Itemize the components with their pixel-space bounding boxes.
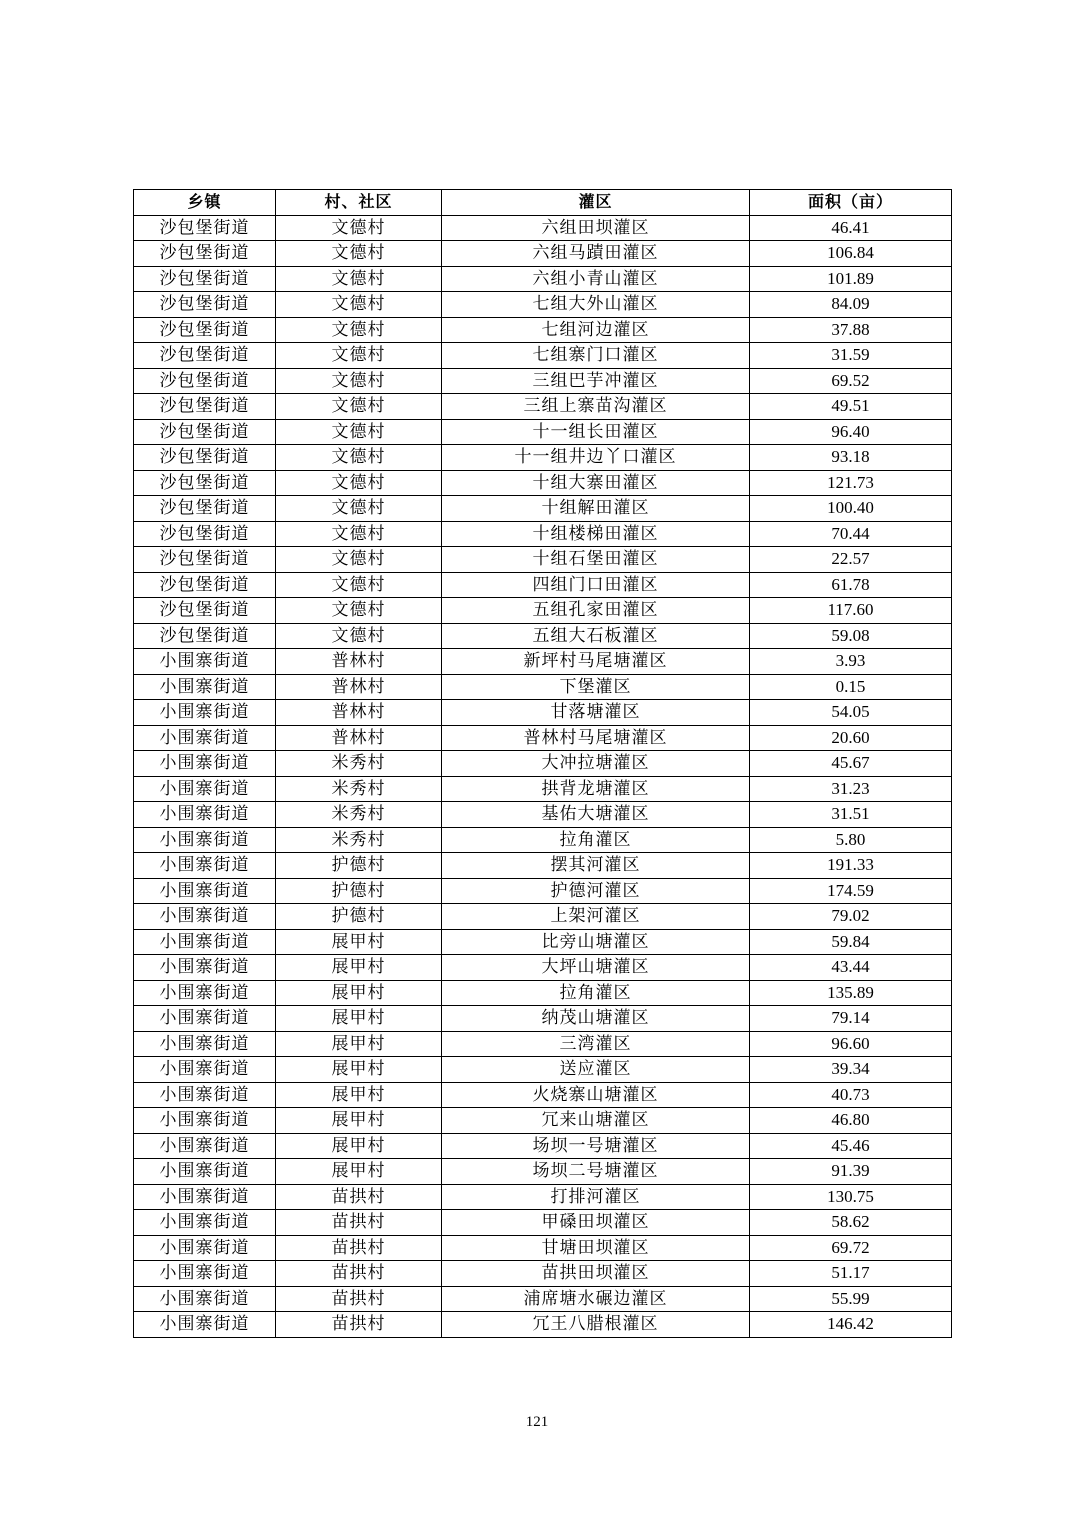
cell-irrigation-area: 纳茂山塘灌区: [442, 1006, 750, 1032]
cell-area-mu: 117.60: [750, 598, 952, 624]
cell-village: 苗拱村: [276, 1261, 442, 1287]
cell-village: 展甲村: [276, 955, 442, 981]
table-row: [134, 292, 952, 318]
cell-village: 展甲村: [276, 929, 442, 955]
cell-village: 文德村: [276, 547, 442, 573]
cell-township: 小围寨街道: [134, 1133, 276, 1159]
table-row: [134, 776, 952, 802]
cell-village: 护德村: [276, 853, 442, 879]
cell-village: 普林村: [276, 725, 442, 751]
cell-area-mu: 174.59: [750, 878, 952, 904]
cell-irrigation-area: 六组田坝灌区: [442, 215, 750, 241]
cell-village: 展甲村: [276, 1159, 442, 1185]
cell-village: 米秀村: [276, 751, 442, 777]
table-row: [134, 1108, 952, 1134]
cell-village: 文德村: [276, 215, 442, 241]
cell-area-mu: 191.33: [750, 853, 952, 879]
table-row: [134, 445, 952, 471]
cell-area-mu: 49.51: [750, 394, 952, 420]
table-row: [134, 547, 952, 573]
cell-area-mu: 51.17: [750, 1261, 952, 1287]
cell-area-mu: 70.44: [750, 521, 952, 547]
cell-township: 小围寨街道: [134, 1108, 276, 1134]
table-body: [134, 215, 952, 1337]
cell-area-mu: 58.62: [750, 1210, 952, 1236]
cell-village: 文德村: [276, 572, 442, 598]
cell-village: 护德村: [276, 904, 442, 930]
cell-township: 小围寨街道: [134, 649, 276, 675]
cell-irrigation-area: 摆其河灌区: [442, 853, 750, 879]
cell-area-mu: 96.40: [750, 419, 952, 445]
cell-area-mu: 22.57: [750, 547, 952, 573]
cell-village: 文德村: [276, 598, 442, 624]
cell-area-mu: 96.60: [750, 1031, 952, 1057]
cell-village: 苗拱村: [276, 1235, 442, 1261]
cell-area-mu: 135.89: [750, 980, 952, 1006]
cell-township: 沙包堡街道: [134, 598, 276, 624]
table-row: [134, 1006, 952, 1032]
cell-village: 米秀村: [276, 802, 442, 828]
cell-village: 米秀村: [276, 776, 442, 802]
cell-irrigation-area: 甘落塘灌区: [442, 700, 750, 726]
cell-area-mu: 146.42: [750, 1312, 952, 1338]
cell-area-mu: 54.05: [750, 700, 952, 726]
cell-area-mu: 55.99: [750, 1286, 952, 1312]
cell-irrigation-area: 六组马蹟田灌区: [442, 241, 750, 267]
cell-township: 小围寨街道: [134, 802, 276, 828]
cell-area-mu: 46.80: [750, 1108, 952, 1134]
cell-area-mu: 31.51: [750, 802, 952, 828]
table-row: [134, 1261, 952, 1287]
header-township: 乡镇: [134, 190, 276, 216]
cell-township: 小围寨街道: [134, 955, 276, 981]
table-row: [134, 1133, 952, 1159]
cell-area-mu: 84.09: [750, 292, 952, 318]
cell-area-mu: 59.84: [750, 929, 952, 955]
table-row: [134, 751, 952, 777]
cell-area-mu: 61.78: [750, 572, 952, 598]
cell-township: 小围寨街道: [134, 700, 276, 726]
cell-township: 小围寨街道: [134, 1261, 276, 1287]
table-row: [134, 470, 952, 496]
cell-area-mu: 3.93: [750, 649, 952, 675]
cell-township: 沙包堡街道: [134, 547, 276, 573]
table-row: [134, 241, 952, 267]
cell-area-mu: 45.46: [750, 1133, 952, 1159]
cell-irrigation-area: 场坝一号塘灌区: [442, 1133, 750, 1159]
table-row: [134, 1057, 952, 1083]
cell-township: 小围寨街道: [134, 1312, 276, 1338]
cell-irrigation-area: 七组寨门口灌区: [442, 343, 750, 369]
cell-village: 展甲村: [276, 1108, 442, 1134]
table-row: [134, 700, 952, 726]
cell-irrigation-area: 普林村马尾塘灌区: [442, 725, 750, 751]
cell-area-mu: 45.67: [750, 751, 952, 777]
cell-irrigation-area: 拉角灌区: [442, 980, 750, 1006]
cell-irrigation-area: 三湾灌区: [442, 1031, 750, 1057]
cell-area-mu: 5.80: [750, 827, 952, 853]
cell-township: 沙包堡街道: [134, 470, 276, 496]
cell-irrigation-area: 三组上寨苗沟灌区: [442, 394, 750, 420]
cell-area-mu: 40.73: [750, 1082, 952, 1108]
cell-village: 苗拱村: [276, 1184, 442, 1210]
cell-area-mu: 46.41: [750, 215, 952, 241]
cell-irrigation-area: 十组解田灌区: [442, 496, 750, 522]
cell-village: 文德村: [276, 623, 442, 649]
cell-village: 文德村: [276, 496, 442, 522]
cell-irrigation-area: 冗来山塘灌区: [442, 1108, 750, 1134]
cell-irrigation-area: 拉角灌区: [442, 827, 750, 853]
header-area-mu: 面积（亩）: [750, 190, 952, 216]
table-row: [134, 1210, 952, 1236]
table-row: [134, 674, 952, 700]
cell-irrigation-area: 基佑大塘灌区: [442, 802, 750, 828]
header-irrigation-area: 灌区: [442, 190, 750, 216]
cell-area-mu: 79.02: [750, 904, 952, 930]
table-row: [134, 343, 952, 369]
cell-irrigation-area: 火烧寨山塘灌区: [442, 1082, 750, 1108]
table-row: [134, 215, 952, 241]
page-number: 121: [525, 1414, 549, 1430]
table-row: [134, 802, 952, 828]
table-row: [134, 419, 952, 445]
cell-township: 沙包堡街道: [134, 292, 276, 318]
cell-village: 苗拱村: [276, 1312, 442, 1338]
cell-irrigation-area: 场坝二号塘灌区: [442, 1159, 750, 1185]
cell-township: 小围寨街道: [134, 751, 276, 777]
cell-village: 苗拱村: [276, 1210, 442, 1236]
table-row: [134, 623, 952, 649]
cell-village: 文德村: [276, 343, 442, 369]
cell-irrigation-area: 五组大石板灌区: [442, 623, 750, 649]
cell-irrigation-area: 护德河灌区: [442, 878, 750, 904]
table-row: [134, 598, 952, 624]
cell-area-mu: 79.14: [750, 1006, 952, 1032]
cell-irrigation-area: 十一组长田灌区: [442, 419, 750, 445]
cell-area-mu: 31.23: [750, 776, 952, 802]
cell-village: 展甲村: [276, 1082, 442, 1108]
cell-irrigation-area: 十组楼梯田灌区: [442, 521, 750, 547]
cell-area-mu: 37.88: [750, 317, 952, 343]
cell-irrigation-area: 十组石堡田灌区: [442, 547, 750, 573]
table-row: [134, 1031, 952, 1057]
cell-village: 文德村: [276, 521, 442, 547]
cell-township: 小围寨街道: [134, 904, 276, 930]
header-village: 村、社区: [276, 190, 442, 216]
cell-village: 米秀村: [276, 827, 442, 853]
cell-township: 沙包堡街道: [134, 496, 276, 522]
table-row: [134, 521, 952, 547]
cell-township: 沙包堡街道: [134, 394, 276, 420]
cell-township: 沙包堡街道: [134, 445, 276, 471]
cell-irrigation-area: 大冲拉塘灌区: [442, 751, 750, 777]
cell-village: 文德村: [276, 266, 442, 292]
cell-irrigation-area: 打排河灌区: [442, 1184, 750, 1210]
table-row: [134, 317, 952, 343]
cell-area-mu: 121.73: [750, 470, 952, 496]
cell-village: 文德村: [276, 394, 442, 420]
cell-village: 文德村: [276, 419, 442, 445]
table-row: [134, 827, 952, 853]
cell-township: 沙包堡街道: [134, 368, 276, 394]
cell-village: 护德村: [276, 878, 442, 904]
cell-irrigation-area: 拱背龙塘灌区: [442, 776, 750, 802]
cell-area-mu: 106.84: [750, 241, 952, 267]
cell-township: 小围寨街道: [134, 878, 276, 904]
cell-village: 文德村: [276, 317, 442, 343]
cell-township: 小围寨街道: [134, 929, 276, 955]
table-row: [134, 955, 952, 981]
table-row: [134, 980, 952, 1006]
cell-village: 展甲村: [276, 1031, 442, 1057]
cell-irrigation-area: 大坪山塘灌区: [442, 955, 750, 981]
cell-irrigation-area: 七组河边灌区: [442, 317, 750, 343]
cell-irrigation-area: 三组巴芋冲灌区: [442, 368, 750, 394]
cell-township: 沙包堡街道: [134, 241, 276, 267]
cell-area-mu: 59.08: [750, 623, 952, 649]
cell-village: 普林村: [276, 674, 442, 700]
table-header-row: [134, 190, 952, 216]
table-row: [134, 496, 952, 522]
irrigation-area-table: [133, 189, 952, 1338]
table-row: [134, 853, 952, 879]
cell-village: 文德村: [276, 292, 442, 318]
cell-township: 沙包堡街道: [134, 343, 276, 369]
cell-irrigation-area: 下堡灌区: [442, 674, 750, 700]
cell-township: 小围寨街道: [134, 827, 276, 853]
cell-village: 苗拱村: [276, 1286, 442, 1312]
cell-irrigation-area: 送应灌区: [442, 1057, 750, 1083]
cell-village: 展甲村: [276, 1057, 442, 1083]
table-row: [134, 1082, 952, 1108]
cell-township: 沙包堡街道: [134, 521, 276, 547]
cell-area-mu: 0.15: [750, 674, 952, 700]
cell-area-mu: 93.18: [750, 445, 952, 471]
cell-irrigation-area: 新坪村马尾塘灌区: [442, 649, 750, 675]
cell-township: 沙包堡街道: [134, 572, 276, 598]
table-row: [134, 1235, 952, 1261]
cell-village: 文德村: [276, 241, 442, 267]
cell-irrigation-area: 四组门口田灌区: [442, 572, 750, 598]
cell-township: 小围寨街道: [134, 980, 276, 1006]
table-row: [134, 904, 952, 930]
cell-irrigation-area: 冗王八腊根灌区: [442, 1312, 750, 1338]
table-row: [134, 368, 952, 394]
cell-irrigation-area: 浦席塘水碾边灌区: [442, 1286, 750, 1312]
cell-township: 沙包堡街道: [134, 419, 276, 445]
cell-irrigation-area: 七组大外山灌区: [442, 292, 750, 318]
table-row: [134, 929, 952, 955]
cell-township: 小围寨街道: [134, 1210, 276, 1236]
cell-irrigation-area: 苗拱田坝灌区: [442, 1261, 750, 1287]
cell-irrigation-area: 甘塘田坝灌区: [442, 1235, 750, 1261]
cell-township: 小围寨街道: [134, 1006, 276, 1032]
cell-irrigation-area: 比旁山塘灌区: [442, 929, 750, 955]
table-row: [134, 572, 952, 598]
cell-irrigation-area: 十组大寨田灌区: [442, 470, 750, 496]
cell-township: 小围寨街道: [134, 1286, 276, 1312]
cell-township: 小围寨街道: [134, 1159, 276, 1185]
cell-village: 展甲村: [276, 1006, 442, 1032]
cell-township: 小围寨街道: [134, 1235, 276, 1261]
cell-area-mu: 100.40: [750, 496, 952, 522]
cell-area-mu: 43.44: [750, 955, 952, 981]
cell-township: 沙包堡街道: [134, 317, 276, 343]
cell-irrigation-area: 六组小青山灌区: [442, 266, 750, 292]
cell-area-mu: 69.52: [750, 368, 952, 394]
cell-township: 小围寨街道: [134, 1184, 276, 1210]
cell-township: 小围寨街道: [134, 1082, 276, 1108]
cell-township: 小围寨街道: [134, 725, 276, 751]
cell-township: 小围寨街道: [134, 1031, 276, 1057]
cell-township: 小围寨街道: [134, 853, 276, 879]
table-row: [134, 394, 952, 420]
table-row: [134, 878, 952, 904]
table-row: [134, 1184, 952, 1210]
cell-irrigation-area: 甲磉田坝灌区: [442, 1210, 750, 1236]
cell-township: 沙包堡街道: [134, 623, 276, 649]
table-row: [134, 1312, 952, 1338]
cell-area-mu: 39.34: [750, 1057, 952, 1083]
cell-area-mu: 31.59: [750, 343, 952, 369]
cell-township: 沙包堡街道: [134, 266, 276, 292]
cell-township: 小围寨街道: [134, 674, 276, 700]
cell-township: 小围寨街道: [134, 776, 276, 802]
cell-township: 沙包堡街道: [134, 215, 276, 241]
cell-village: 展甲村: [276, 980, 442, 1006]
cell-township: 小围寨街道: [134, 1057, 276, 1083]
cell-area-mu: 20.60: [750, 725, 952, 751]
table-row: [134, 649, 952, 675]
cell-area-mu: 130.75: [750, 1184, 952, 1210]
cell-village: 文德村: [276, 445, 442, 471]
cell-village: 展甲村: [276, 1133, 442, 1159]
cell-irrigation-area: 十一组井边丫口灌区: [442, 445, 750, 471]
cell-area-mu: 69.72: [750, 1235, 952, 1261]
table-row: [134, 1159, 952, 1185]
cell-village: 普林村: [276, 700, 442, 726]
table-row: [134, 266, 952, 292]
cell-area-mu: 101.89: [750, 266, 952, 292]
table-row: [134, 1286, 952, 1312]
cell-village: 普林村: [276, 649, 442, 675]
cell-village: 文德村: [276, 368, 442, 394]
cell-irrigation-area: 五组孔家田灌区: [442, 598, 750, 624]
cell-area-mu: 91.39: [750, 1159, 952, 1185]
cell-irrigation-area: 上架河灌区: [442, 904, 750, 930]
cell-village: 文德村: [276, 470, 442, 496]
table-row: [134, 725, 952, 751]
